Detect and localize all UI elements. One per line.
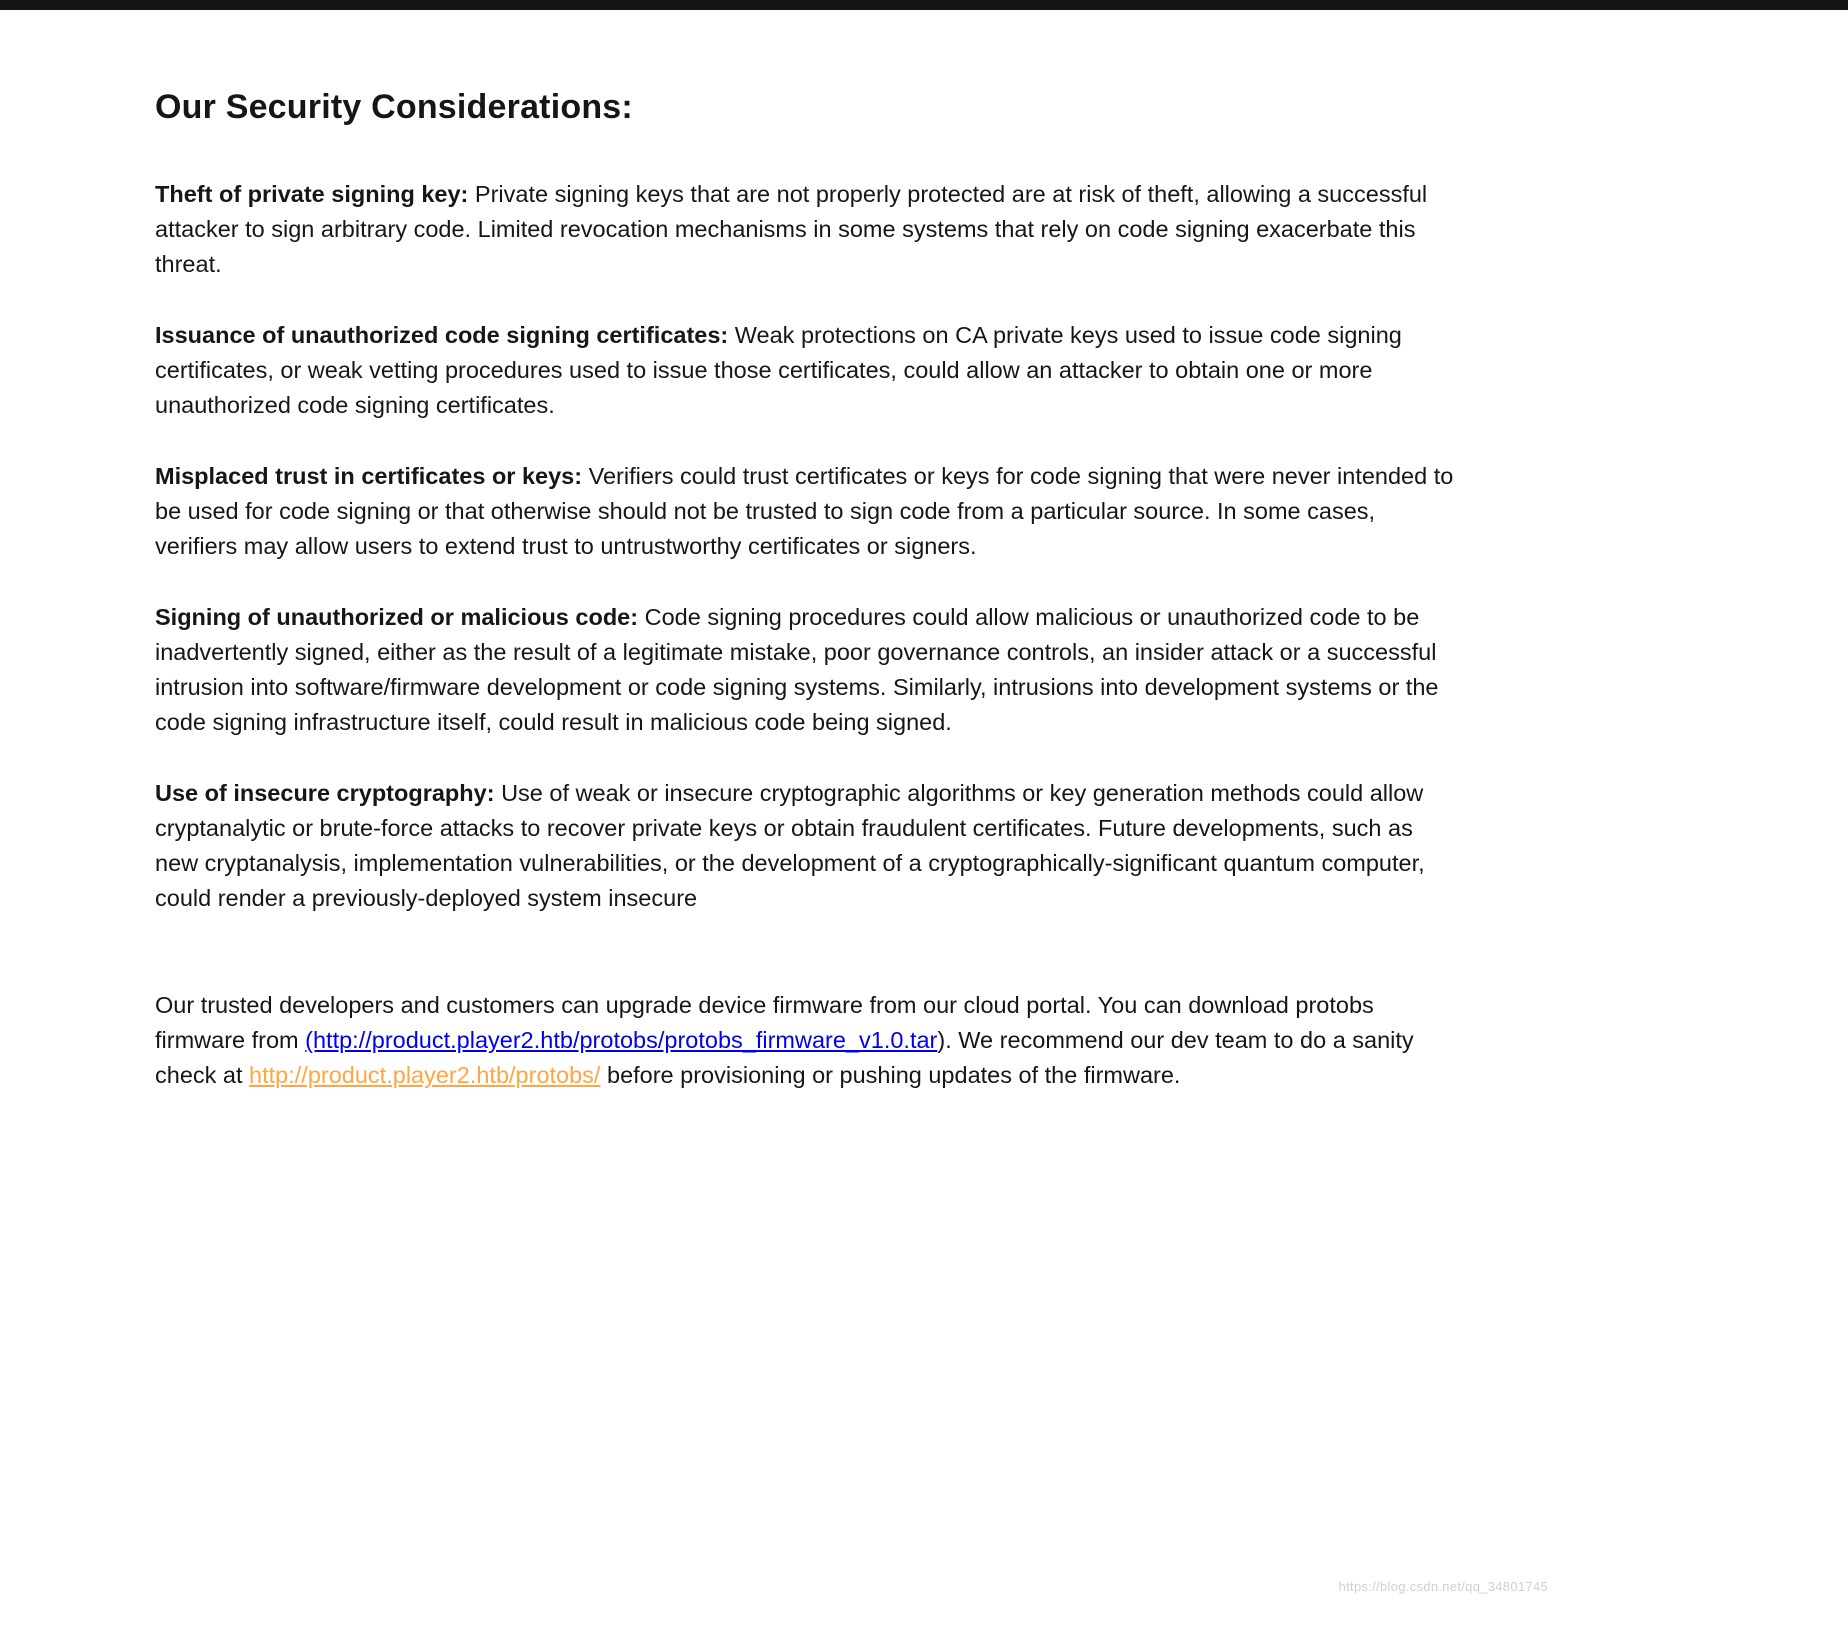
paragraph-lead: Issuance of unauthorized code signing certificates: [155, 322, 729, 348]
footer-text-2: ). We recommend our dev team to do a sanity check at [155, 1027, 1414, 1088]
paragraph-lead: Signing of unauthorized or malicious code: [155, 604, 639, 630]
footer-text-3: before provisioning or pushing updates of the firmware. [600, 1062, 1181, 1088]
paragraph-lead: Misplaced trust in certificates or keys: [155, 463, 583, 489]
paragraph-body: Use of weak or insecure cryptographic algorithms or key generation methods could allow cryptanalytic or brute-force attacks to recover private keys or obtain fraudulent certificates. Future developments, such as new cryptanalysis, implementation vulnerabilities, or the development of a cryptographically-significant quantum computer, could render a previously-deployed system insecure [155, 780, 1425, 911]
paragraph-body: Verifiers could trust certificates or keys for code signing that were never intended to be used for code signing or that otherwise should not be trusted to sign code from a particular source. In some cases, verifiers may allow users to extend trust to untrustworthy certificates or signers. [155, 463, 1454, 559]
paragraph-unauthorized-certificates [155, 318, 1455, 423]
page-title: Our Security Considerations: [155, 88, 633, 126]
paragraph-malicious-code [155, 600, 1455, 740]
paragraph-body: Weak protections on CA private keys used to issue code signing certificates, or weak vetting procedures used to issue those certificates, could allow an attacker to obtain one or more unauthorized code signing certificates. [155, 322, 1402, 418]
paragraph-lead: Use of insecure cryptography: [155, 780, 495, 806]
watermark: https://blog.csdn.net/qq_34801745 [1338, 1579, 1548, 1594]
paragraph-lead: Theft of private signing key: [155, 181, 469, 207]
paragraph-insecure-cryptography [155, 776, 1455, 916]
paragraph-body: Private signing keys that are not properly protected are at risk of theft, allowing a successful attacker to sign arbitrary code. Limited revocation mechanisms in some systems that rely on code signing exacerbate this threat. [155, 181, 1428, 277]
paragraph-theft-of-key [155, 177, 1455, 282]
paragraph-firmware-download [155, 988, 1455, 1093]
top-border-bar [0, 0, 1848, 10]
paragraph-misplaced-trust [155, 459, 1455, 564]
protobs-sanity-check-link[interactable]: http://product.player2.htb/protobs/ [249, 1062, 601, 1088]
firmware-tar-link[interactable]: (http://product.player2.htb/protobs/protobs_firmware_v1.0.tar [305, 1027, 938, 1053]
footer-text-1: Our trusted developers and customers can upgrade device firmware from our cloud portal. You can download protobs firmware from [155, 992, 1374, 1053]
paragraph-body: Code signing procedures could allow malicious or unauthorized code to be inadvertently signed, either as the result of a legitimate mistake, poor governance controls, an insider attack or a successful intrusion into software/firmware development or code signing systems. Similarly, intrusions into development systems or the code signing infrastructure itself, could result in malicious code being signed. [155, 604, 1439, 735]
document-content [155, 88, 1455, 1129]
